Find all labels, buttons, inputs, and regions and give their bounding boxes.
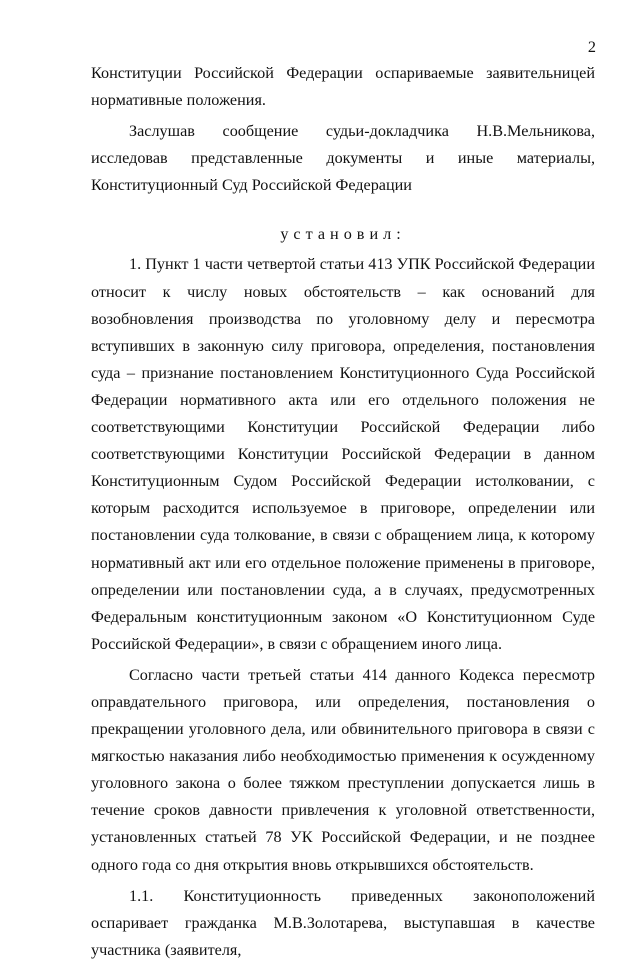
paragraph-2: Согласно части третьей статьи 414 данного Кодекса пересмотр оправдательного приговора, или определения, постановления о прекращении уголовного дела, или обвинительного приговора в связи с мягкостью наказания либо необходимостью применения к осужденному уголовного закона о более тяжком преступлении допускается лишь в течение сроков давности привлечения к уголовной ответственности, установленных статьей 78 УК Российской Федерации, и не позднее одного года со дня открытия вновь открывшихся обстоятельств. bbox=[91, 665, 595, 874]
paragraph-hearing: Заслушав сообщение судьи-докладчика Н.В.Мельникова, исследовав представленные документы и иные материалы, Конституционный Суд Российской Федерации bbox=[91, 122, 595, 195]
section-heading-established: установил: bbox=[280, 225, 406, 244]
document-body bbox=[91, 60, 595, 964]
page-number: 2 bbox=[587, 38, 596, 56]
paragraph-1: 1. Пункт 1 части четвертой статьи 413 УПК Российской Федерации относит к числу новых обстоятельств – как оснований для возобновления производства по уголовному делу и пересмотра вступивших в законную силу приговора, определения, постановления суда – признание постановлением Конституционного Суда Российской Федерации нормативного акта или его отдельного положения не соответствующими Конституции Российской Федерации либо соответствующими Конституции Российской Федерации в данном Конституционным Судом Российской Федерации истолковании, с которым расходится используемое в приговоре, определении или постановлении суда толкование, в связи с обращением лица, к которому нормативный акт или его отдельное положение применены в приговоре, определении или постановлении суда, а в случаях, предусмотренных Федеральным конституционным законом «О Конституционном Суде Российской Федерации», в связи с обращением иного лица. bbox=[91, 255, 595, 653]
paragraph-continuation: Конституции Российской Федерации оспариваемые заявительницей нормативные положения. bbox=[91, 64, 595, 110]
paragraph-1-1: 1.1. Конституционность приведенных законоположений оспаривает гражданка М.В.Золотарева, выступавшая в качестве участника (заявителя, bbox=[91, 886, 595, 959]
